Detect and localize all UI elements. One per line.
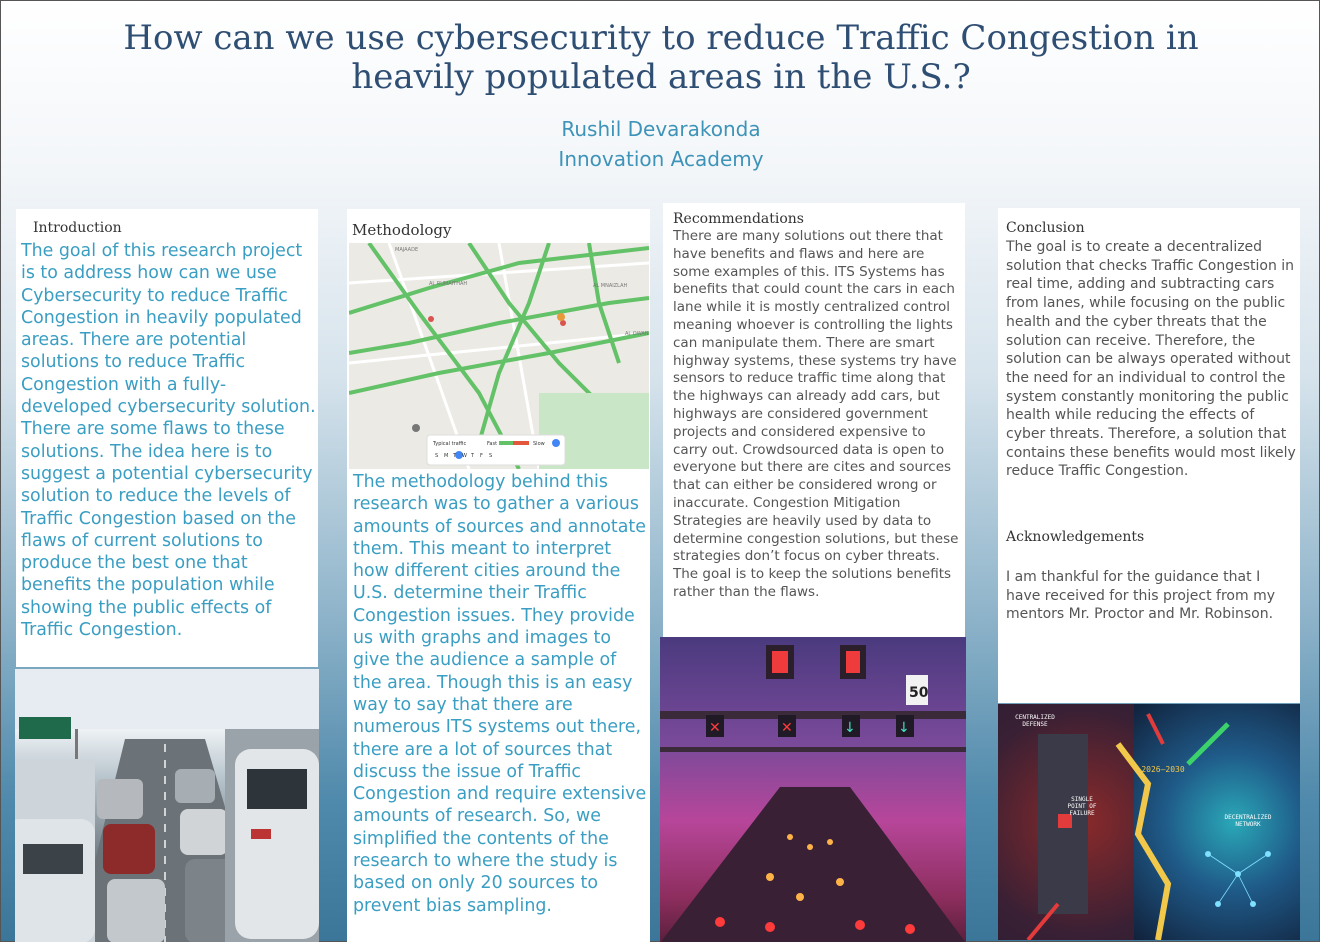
- speed-limit-sign: 50: [909, 685, 929, 701]
- recommendations-section: [663, 203, 965, 637]
- conclusion-heading: Conclusion: [1006, 220, 1085, 236]
- map-day-label: S: [435, 453, 439, 459]
- conclusion-text: The goal is to create a decentralized solution that checks Traffic Congestion in real time, adding and subtracting cars from lanes, while focusing on the public health and the cyber threats that the solution can receive. Therefore, the solution can be always operated without the need for an individual to control the system constantly monitoring the public health while reducing the effects of cyber threats. Therefore, a solution that contains these benefits would most likely reduce Traffic Congestion.: [1006, 239, 1296, 480]
- methodology-text: The methodology behind this research was to gather a various amounts of sources and annotate them. This meant to interpret how different cities around the U.S. determine their Traffic Congestion issues. They provide us with graphs and images to give the audience a sample of the area. Though this is an easy way to say that there are numerous ITS systems out there, there are a lot of sources that discuss the issue of Traffic Congestion and require extensive amounts of research. So, we simplified the contents of the research to where the study is based on only 20 sources to prevent bias sampling.: [353, 472, 647, 916]
- map-label-rumaithah: AL RUMAITHAH: [429, 281, 468, 287]
- label-decentralized-network: DECENTRALIZED NETWORK: [1224, 814, 1272, 828]
- map-day-label: T: [453, 453, 457, 459]
- title-line-2: heavily populated areas in the U.S.?: [351, 57, 971, 97]
- conclusion-section: [998, 208, 1300, 703]
- label-single-point-failure: SINGLE POINT OF FAILURE: [1067, 796, 1097, 817]
- acknowledgements-text: I am thankful for the guidance that I have received for this project from my mentors Mr. Proctor and Mr. Robinson.: [1006, 569, 1275, 623]
- map-typical-traffic: Typical traffic: [433, 441, 467, 447]
- traffic-jam-photo: [15, 669, 319, 942]
- traffic-map-image: [349, 243, 649, 469]
- methodology-heading: Methodology: [352, 221, 452, 239]
- svg-text:✕: ✕: [781, 720, 793, 736]
- svg-text:↓: ↓: [844, 720, 856, 736]
- svg-text:↓: ↓: [898, 720, 910, 736]
- recommendations-heading: Recommendations: [673, 211, 804, 227]
- cybersecurity-illustration: [998, 704, 1300, 940]
- label-centralized-defense: CENTRALIZED DEFENSE: [1015, 714, 1055, 728]
- map-day-label: F: [480, 453, 483, 459]
- map-label-owan: AL OWAN: [625, 331, 649, 337]
- map-day-label: M: [444, 453, 449, 459]
- map-day-label: T: [471, 453, 475, 459]
- acknowledgements-heading: Acknowledgements: [1006, 529, 1145, 545]
- map-day-label: S: [489, 453, 493, 459]
- introduction-section: [16, 209, 318, 667]
- map-day-label: W: [462, 453, 467, 459]
- author-name: Rushil Devarakonda: [561, 117, 761, 141]
- poster-title: [1, 19, 1320, 97]
- label-years: 2026–2030: [1141, 765, 1185, 774]
- introduction-text: The goal of this research project is to address how can we use Cybersecurity to reduce Traffic Congestion in heavily populated areas. There are potential solutions to reduce Traffic Congestion with a fully-developed cybersecurity solution. There are some flaws to these solutions. The idea here is to suggest a potential cybersecurity solution to reduce the levels of Traffic Congestion based on the flaws of current solutions to produce the best one that benefits the population while showing the public effects of Traffic Congestion.: [21, 241, 316, 641]
- svg-text:✕: ✕: [709, 720, 721, 736]
- recommendations-text: There are many solutions out there that have benefits and flaws and here are some examples of this. ITS Systems has benefits that could count the cars in each lane while it is mostly centralized control meaning whoever is controlling the lights can manipulate them. There are smart highway systems, these systems try have sensors to reduce traffic time along that the highways can already add cars, but highways are considered government projects and considered expensive to carry out. Crowdsourced data is open to everyone but there are cites and sources that can either be considered wrong or inaccurate. Congestion Mitigation Strategies are heavily used by data to determine congestion solutions, but these strategies don’t focus on cyber threats. The goal is to keep the solutions benefits rather than the flaws.: [673, 228, 959, 600]
- introduction-heading: Introduction: [33, 220, 122, 236]
- map-label-mnaizlah: AL MNAIZLAH: [593, 283, 628, 289]
- title-line-1: How can we use cybersecurity to reduce Traffic Congestion in: [123, 18, 1199, 58]
- organization-name: Innovation Academy: [558, 147, 764, 171]
- map-legend-slow: Slow: [533, 441, 545, 447]
- lane-control-gantry-photo: [660, 637, 966, 942]
- map-legend-fast: Fast: [487, 441, 498, 447]
- map-label-majaade: MAJAADE: [395, 247, 419, 253]
